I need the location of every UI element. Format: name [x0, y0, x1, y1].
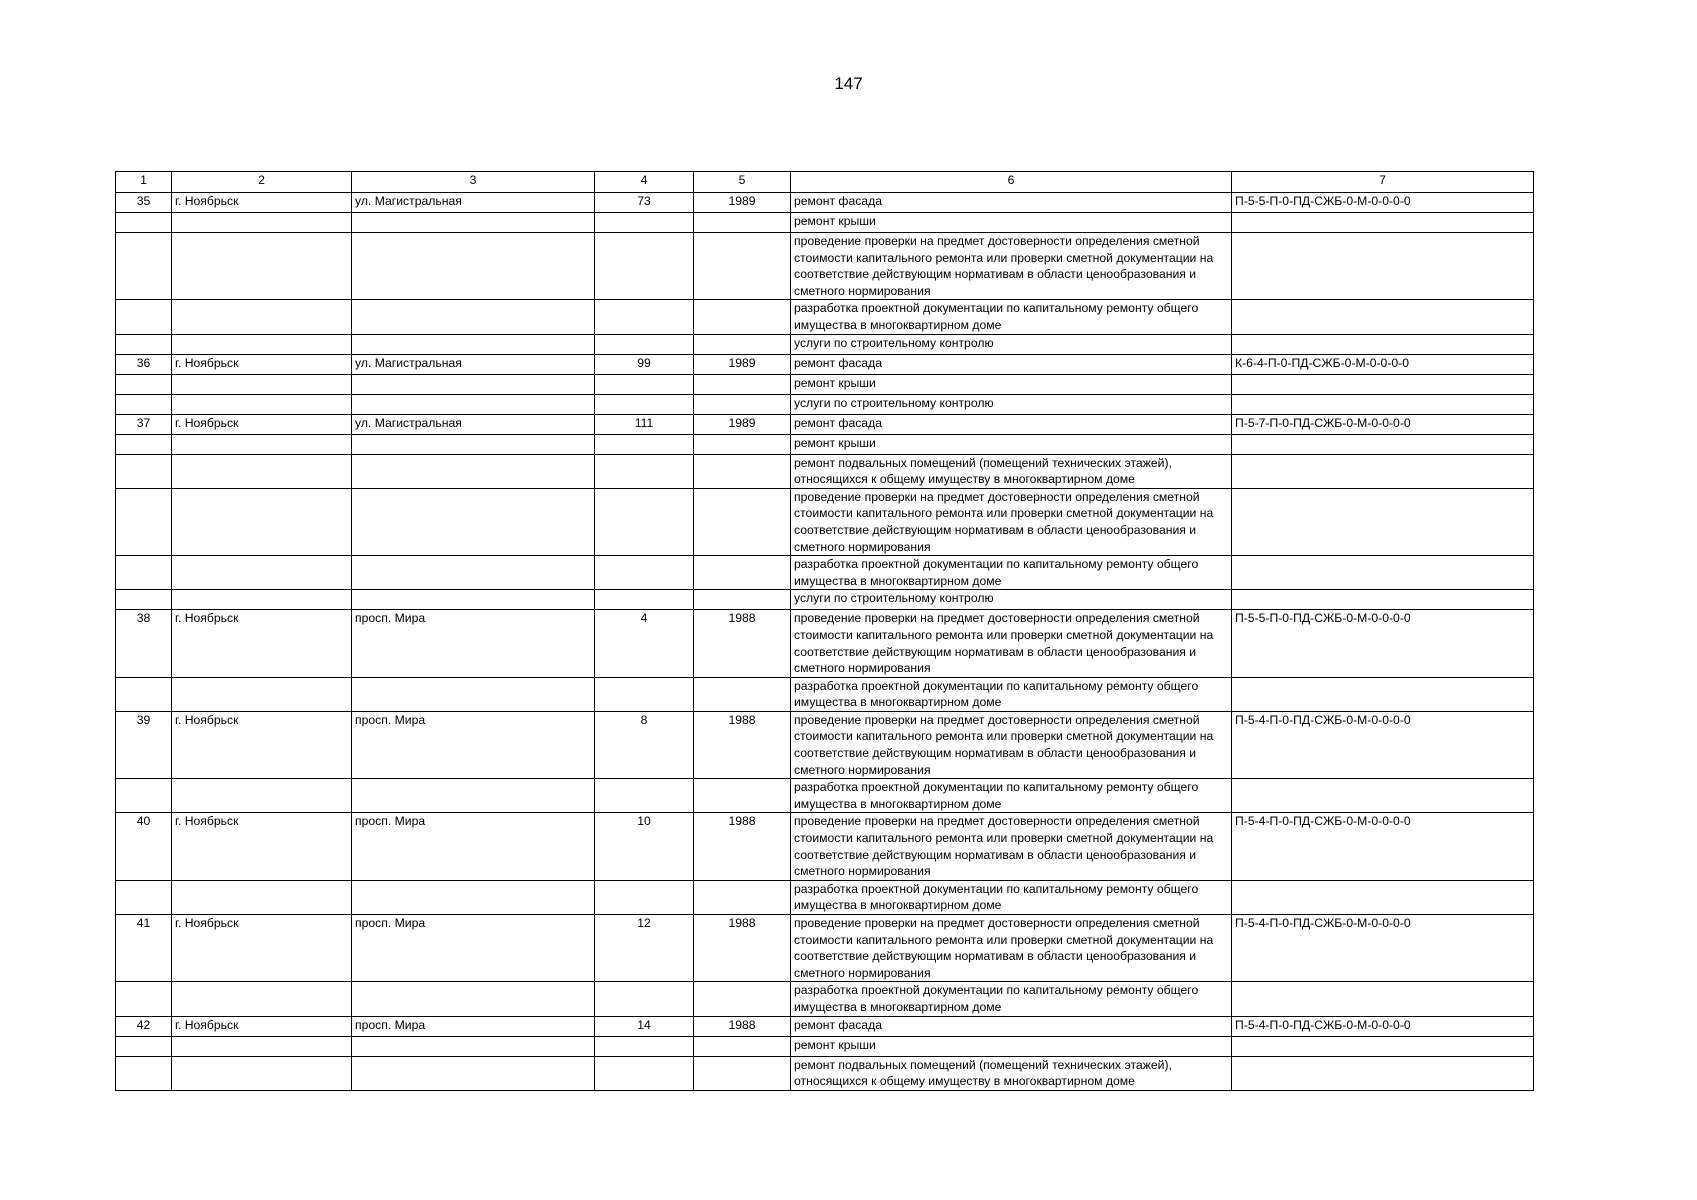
building-code-cell [1232, 334, 1534, 354]
house-number-cell: 8 [595, 711, 694, 778]
table-row [116, 300, 1534, 334]
year-cell: 1988 [694, 711, 791, 778]
year-cell [694, 556, 791, 590]
table-row [116, 394, 1534, 414]
work-type-cell: ремонт подвальных помещений (помещений технических этажей), относящихся к общему имуществу в многоквартирном доме [791, 1056, 1232, 1090]
street-cell [352, 394, 595, 414]
row-number-cell [116, 982, 172, 1016]
column-header-7: 7 [1232, 172, 1534, 193]
table-header [116, 172, 1534, 193]
table-row [116, 711, 1534, 778]
row-number-cell [116, 1036, 172, 1056]
work-type-cell: проведение проверки на предмет достоверности определения сметной стоимости капитального ремонта или проверки сметной документации на соответствие действующим нормативам в области ценообразования и сметного нормирования [791, 233, 1232, 300]
city-cell: г. Ноябрьск [172, 610, 352, 677]
street-cell: просп. Мира [352, 711, 595, 778]
house-number-cell [595, 454, 694, 488]
column-header-4: 4 [595, 172, 694, 193]
street-cell [352, 300, 595, 334]
street-cell: просп. Мира [352, 610, 595, 677]
street-cell [352, 213, 595, 233]
work-type-cell: ремонт крыши [791, 374, 1232, 394]
building-code-cell: П-5-5-П-0-ПД-СЖБ-0-М-0-0-0-0 [1232, 193, 1534, 213]
city-cell [172, 233, 352, 300]
row-number-cell [116, 233, 172, 300]
street-cell [352, 556, 595, 590]
work-type-cell: проведение проверки на предмет достоверности определения сметной стоимости капитального ремонта или проверки сметной документации на соответствие действующим нормативам в области ценообразования и сметного нормирования [791, 610, 1232, 677]
city-cell [172, 394, 352, 414]
row-number-cell: 38 [116, 610, 172, 677]
house-number-cell [595, 213, 694, 233]
year-cell [694, 300, 791, 334]
city-cell [172, 213, 352, 233]
house-number-cell: 12 [595, 915, 694, 982]
table-row [116, 590, 1534, 610]
table-row [116, 374, 1534, 394]
table-row [116, 1036, 1534, 1056]
work-type-cell: услуги по строительному контролю [791, 394, 1232, 414]
building-code-cell [1232, 677, 1534, 711]
table-row [116, 610, 1534, 677]
row-number-cell [116, 394, 172, 414]
street-cell [352, 677, 595, 711]
year-cell: 1988 [694, 1016, 791, 1036]
building-code-cell [1232, 374, 1534, 394]
city-cell [172, 590, 352, 610]
street-cell [352, 374, 595, 394]
house-number-cell [595, 677, 694, 711]
house-number-cell: 73 [595, 193, 694, 213]
city-cell [172, 880, 352, 914]
row-number-cell [116, 556, 172, 590]
table-row [116, 334, 1534, 354]
work-type-cell: разработка проектной документации по капитальному ремонту общего имущества в многоквартирном доме [791, 880, 1232, 914]
street-cell [352, 488, 595, 555]
house-number-cell: 99 [595, 354, 694, 374]
row-number-cell: 40 [116, 813, 172, 880]
row-number-cell: 36 [116, 354, 172, 374]
row-number-cell [116, 334, 172, 354]
city-cell [172, 488, 352, 555]
work-type-cell: услуги по строительному контролю [791, 590, 1232, 610]
building-code-cell: П-5-4-П-0-ПД-СЖБ-0-М-0-0-0-0 [1232, 1016, 1534, 1036]
street-cell [352, 1036, 595, 1056]
building-code-cell [1232, 1036, 1534, 1056]
house-number-cell: 111 [595, 414, 694, 434]
row-number-cell [116, 677, 172, 711]
table-row [116, 354, 1534, 374]
house-number-cell: 14 [595, 1016, 694, 1036]
column-header-2: 2 [172, 172, 352, 193]
building-code-cell [1232, 982, 1534, 1016]
building-code-cell [1232, 488, 1534, 555]
year-cell: 1988 [694, 915, 791, 982]
table-row [116, 880, 1534, 914]
row-number-cell: 35 [116, 193, 172, 213]
street-cell [352, 1056, 595, 1090]
building-code-cell: К-6-4-П-0-ПД-СЖБ-0-М-0-0-0-0 [1232, 354, 1534, 374]
work-type-cell: ремонт фасада [791, 1016, 1232, 1036]
street-cell: ул. Магистральная [352, 354, 595, 374]
city-cell [172, 556, 352, 590]
column-numbers-row [116, 172, 1534, 193]
table-row [116, 556, 1534, 590]
row-number-cell [116, 880, 172, 914]
work-type-cell: разработка проектной документации по капитальному ремонту общего имущества в многоквартирном доме [791, 300, 1232, 334]
building-code-cell [1232, 300, 1534, 334]
work-type-cell: разработка проектной документации по капитальному ремонту общего имущества в многоквартирном доме [791, 779, 1232, 813]
year-cell [694, 213, 791, 233]
year-cell [694, 454, 791, 488]
building-code-cell [1232, 394, 1534, 414]
year-cell [694, 982, 791, 1016]
table-row [116, 915, 1534, 982]
city-cell: г. Ноябрьск [172, 193, 352, 213]
year-cell [694, 779, 791, 813]
city-cell [172, 334, 352, 354]
year-cell [694, 233, 791, 300]
building-code-cell [1232, 454, 1534, 488]
row-number-cell: 42 [116, 1016, 172, 1036]
year-cell [694, 488, 791, 555]
building-code-cell: П-5-7-П-0-ПД-СЖБ-0-М-0-0-0-0 [1232, 414, 1534, 434]
work-type-cell: разработка проектной документации по капитальному ремонту общего имущества в многоквартирном доме [791, 982, 1232, 1016]
table-row [116, 193, 1534, 213]
work-type-cell: ремонт подвальных помещений (помещений технических этажей), относящихся к общему имуществу в многоквартирном доме [791, 454, 1232, 488]
city-cell [172, 779, 352, 813]
year-cell: 1989 [694, 414, 791, 434]
building-code-cell [1232, 556, 1534, 590]
house-number-cell [595, 300, 694, 334]
page-number: 147 [834, 74, 863, 93]
building-code-cell [1232, 590, 1534, 610]
work-type-cell: ремонт фасада [791, 354, 1232, 374]
work-type-cell: ремонт крыши [791, 213, 1232, 233]
city-cell [172, 677, 352, 711]
city-cell [172, 434, 352, 454]
table-row [116, 779, 1534, 813]
row-number-cell [116, 300, 172, 334]
repair-register-table [115, 171, 1534, 1091]
table-row [116, 233, 1534, 300]
year-cell [694, 1036, 791, 1056]
street-cell [352, 233, 595, 300]
building-code-cell: П-5-4-П-0-ПД-СЖБ-0-М-0-0-0-0 [1232, 915, 1534, 982]
row-number-cell: 37 [116, 414, 172, 434]
year-cell: 1989 [694, 354, 791, 374]
building-code-cell [1232, 434, 1534, 454]
house-number-cell [595, 982, 694, 1016]
house-number-cell: 4 [595, 610, 694, 677]
street-cell [352, 880, 595, 914]
building-code-cell: П-5-4-П-0-ПД-СЖБ-0-М-0-0-0-0 [1232, 813, 1534, 880]
table-row [116, 414, 1534, 434]
table-row [116, 813, 1534, 880]
building-code-cell [1232, 233, 1534, 300]
table-row [116, 677, 1534, 711]
row-number-cell: 41 [116, 915, 172, 982]
column-header-3: 3 [352, 172, 595, 193]
street-cell [352, 454, 595, 488]
table-row [116, 1016, 1534, 1036]
row-number-cell [116, 454, 172, 488]
work-type-cell: разработка проектной документации по капитальному ремонту общего имущества в многоквартирном доме [791, 677, 1232, 711]
work-type-cell: ремонт крыши [791, 434, 1232, 454]
city-cell [172, 1036, 352, 1056]
work-type-cell: ремонт крыши [791, 1036, 1232, 1056]
table-row [116, 434, 1534, 454]
street-cell: ул. Магистральная [352, 414, 595, 434]
house-number-cell [595, 334, 694, 354]
row-number-cell [116, 374, 172, 394]
work-type-cell: проведение проверки на предмет достоверности определения сметной стоимости капитального ремонта или проверки сметной документации на соответствие действующим нормативам в области ценообразования и сметного нормирования [791, 813, 1232, 880]
house-number-cell [595, 1056, 694, 1090]
column-header-5: 5 [694, 172, 791, 193]
house-number-cell [595, 880, 694, 914]
year-cell [694, 590, 791, 610]
city-cell [172, 1056, 352, 1090]
year-cell: 1989 [694, 193, 791, 213]
year-cell: 1988 [694, 610, 791, 677]
table-row [116, 1056, 1534, 1090]
year-cell [694, 394, 791, 414]
work-type-cell: проведение проверки на предмет достоверности определения сметной стоимости капитального ремонта или проверки сметной документации на соответствие действующим нормативам в области ценообразования и сметного нормирования [791, 711, 1232, 778]
row-number-cell [116, 779, 172, 813]
table-body [116, 193, 1534, 1091]
building-code-cell: П-5-5-П-0-ПД-СЖБ-0-М-0-0-0-0 [1232, 610, 1534, 677]
year-cell [694, 374, 791, 394]
city-cell [172, 982, 352, 1016]
house-number-cell [595, 434, 694, 454]
row-number-cell [116, 213, 172, 233]
table-row [116, 488, 1534, 555]
year-cell: 1988 [694, 813, 791, 880]
street-cell [352, 590, 595, 610]
year-cell [694, 880, 791, 914]
row-number-cell [116, 434, 172, 454]
street-cell [352, 434, 595, 454]
column-header-1: 1 [116, 172, 172, 193]
building-code-cell: П-5-4-П-0-ПД-СЖБ-0-М-0-0-0-0 [1232, 711, 1534, 778]
table-row [116, 454, 1534, 488]
building-code-cell [1232, 213, 1534, 233]
year-cell [694, 677, 791, 711]
row-number-cell [116, 590, 172, 610]
row-number-cell [116, 1056, 172, 1090]
house-number-cell [595, 779, 694, 813]
work-type-cell: услуги по строительному контролю [791, 334, 1232, 354]
street-cell [352, 334, 595, 354]
house-number-cell [595, 233, 694, 300]
city-cell: г. Ноябрьск [172, 915, 352, 982]
house-number-cell [595, 1036, 694, 1056]
house-number-cell [595, 556, 694, 590]
work-type-cell: ремонт фасада [791, 414, 1232, 434]
city-cell: г. Ноябрьск [172, 414, 352, 434]
street-cell [352, 982, 595, 1016]
building-code-cell [1232, 880, 1534, 914]
city-cell [172, 374, 352, 394]
table-row [116, 982, 1534, 1016]
city-cell: г. Ноябрьск [172, 813, 352, 880]
house-number-cell [595, 394, 694, 414]
city-cell: г. Ноябрьск [172, 354, 352, 374]
house-number-cell [595, 590, 694, 610]
year-cell [694, 334, 791, 354]
city-cell: г. Ноябрьск [172, 1016, 352, 1036]
row-number-cell [116, 488, 172, 555]
street-cell: просп. Мира [352, 1016, 595, 1036]
street-cell: ул. Магистральная [352, 193, 595, 213]
city-cell [172, 300, 352, 334]
city-cell: г. Ноябрьск [172, 711, 352, 778]
year-cell [694, 434, 791, 454]
column-header-6: 6 [791, 172, 1232, 193]
work-type-cell: проведение проверки на предмет достоверности определения сметной стоимости капитального ремонта или проверки сметной документации на соответствие действующим нормативам в области ценообразования и сметного нормирования [791, 915, 1232, 982]
row-number-cell: 39 [116, 711, 172, 778]
city-cell [172, 454, 352, 488]
house-number-cell [595, 374, 694, 394]
building-code-cell [1232, 779, 1534, 813]
house-number-cell [595, 488, 694, 555]
work-type-cell: ремонт фасада [791, 193, 1232, 213]
street-cell [352, 779, 595, 813]
year-cell [694, 1056, 791, 1090]
building-code-cell [1232, 1056, 1534, 1090]
work-type-cell: проведение проверки на предмет достоверности определения сметной стоимости капитального ремонта или проверки сметной документации на соответствие действующим нормативам в области ценообразования и сметного нормирования [791, 488, 1232, 555]
street-cell: просп. Мира [352, 813, 595, 880]
house-number-cell: 10 [595, 813, 694, 880]
street-cell: просп. Мира [352, 915, 595, 982]
work-type-cell: разработка проектной документации по капитальному ремонту общего имущества в многоквартирном доме [791, 556, 1232, 590]
table-row [116, 213, 1534, 233]
